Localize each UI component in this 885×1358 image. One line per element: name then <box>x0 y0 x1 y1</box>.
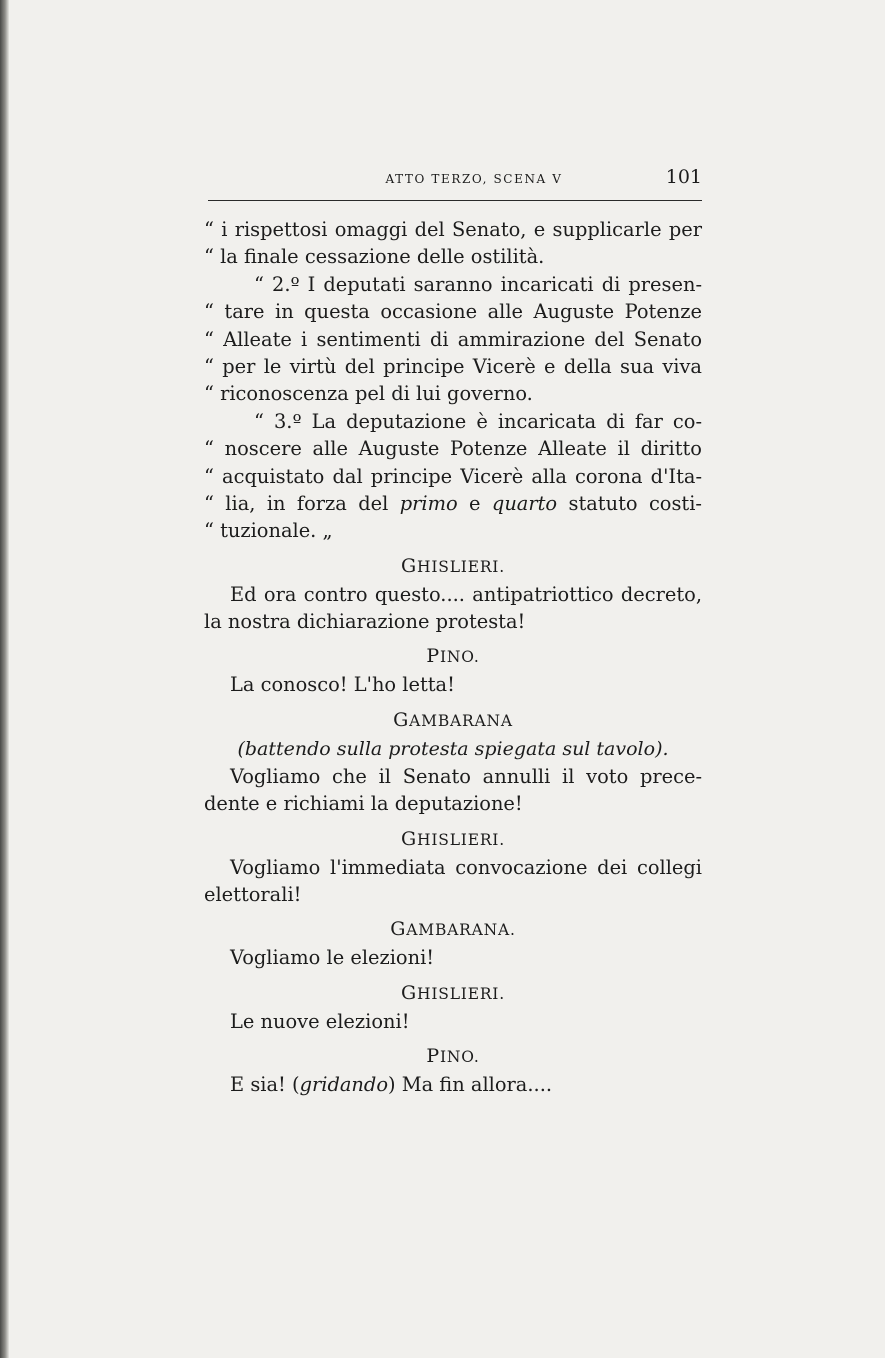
speaker-name: PINO. <box>426 645 480 668</box>
decree-line: “ tare in questa occasione alle Auguste Potenze <box>204 300 702 324</box>
speaker-name: GHISLIERI. <box>401 827 505 850</box>
page-header <box>208 164 702 194</box>
dialogue-line: E sia! (gridando) Ma fin allora.... <box>230 1073 553 1097</box>
running-head: ATTO TERZO, SCENA V <box>385 172 563 186</box>
stage-direction: (battendo sulla protesta spiegata sul tavolo). <box>237 737 669 760</box>
decree-line: “ 3.º La deputazione è incaricata di far co- <box>254 409 702 433</box>
italic-word: primo <box>399 491 458 515</box>
page-number: 101 <box>665 166 702 188</box>
decree-line: “ la finale cessazione delle ostilità. <box>204 245 545 269</box>
decree-line: “ i rispettosi omaggi del Senato, e supplicarle per <box>204 218 702 241</box>
dialogue-line: la nostra dichiarazione protesta! <box>204 610 526 634</box>
speaker-name: GAMBARANA. <box>390 918 516 941</box>
dialogue-line: Ed ora contro questo.... antipatriottico decreto, <box>230 582 702 606</box>
decree-line: “ noscere alle Auguste Potenze Alleate il diritto <box>204 437 702 461</box>
speaker-name: GHISLIERI. <box>401 554 505 577</box>
dialogue-line: elettorali! <box>204 883 302 907</box>
dialogue-line: La conosco! L'ho letta! <box>230 673 455 697</box>
dialogue-line: Vogliamo le elezioni! <box>230 946 435 970</box>
dialogue-line: Le nuove elezioni! <box>230 1009 410 1033</box>
decree-line: “ riconoscenza pel di lui governo. <box>204 382 533 406</box>
dialogue-line: dente e richiami la deputazione! <box>204 792 523 816</box>
italic-word: quarto <box>491 491 558 515</box>
decree-quote <box>204 216 702 545</box>
speaker-name: PINO. <box>426 1045 480 1068</box>
decree-line: “ tuzionale. „ <box>204 519 333 543</box>
speaker-name: GAMBARANA <box>393 708 513 731</box>
italic-word: gridando <box>299 1073 388 1097</box>
dialogue-line: Vogliamo l'immediata convocazione dei collegi <box>230 855 702 879</box>
decree-line: “ acquistato dal principe Vicerè alla corona d'Ita- <box>204 464 702 488</box>
decree-line: “ Alleate i sentimenti di ammirazione del Senato <box>204 327 702 351</box>
decree-line: “ 2.º I deputati saranno incaricati di presen- <box>254 272 702 296</box>
decree-line: “ per le virtù del principe Vicerè e della sua viva <box>204 354 702 378</box>
decree-line-italic: “ lia, in forza del primo e quarto statuto costi- <box>204 491 702 515</box>
dialogue-line: Vogliamo che il Senato annulli il voto prece- <box>230 764 702 788</box>
page-body <box>204 216 702 1099</box>
speaker-name: GHISLIERI. <box>401 981 505 1004</box>
page-binding-edge <box>0 0 9 1358</box>
header-rule <box>208 200 702 201</box>
